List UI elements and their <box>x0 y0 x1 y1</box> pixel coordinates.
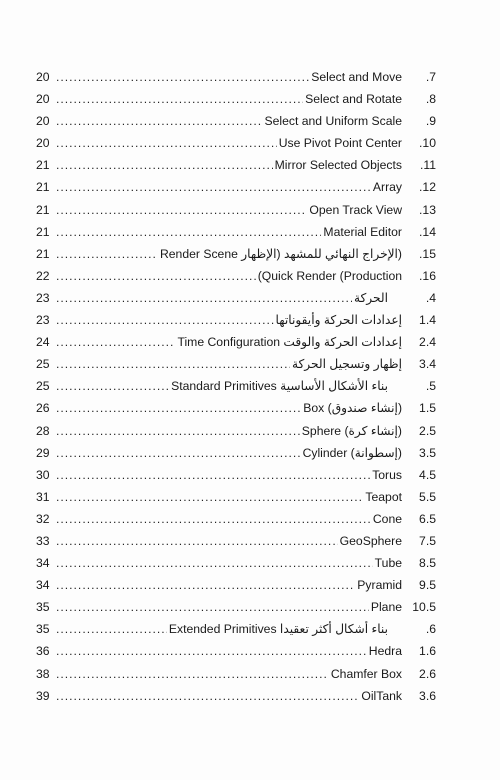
toc-section-number: .9 <box>425 114 436 129</box>
toc-entry <box>36 176 436 198</box>
toc-leader-dots <box>56 243 158 265</box>
toc-entry <box>36 199 436 221</box>
toc-entry-title: Pyramid <box>357 578 402 593</box>
toc-leader-dots <box>56 420 300 442</box>
toc-entry-title: OilTank <box>361 688 402 703</box>
toc-entry <box>36 375 436 397</box>
toc-leader-dots <box>56 640 367 662</box>
toc-leader-dots <box>56 574 355 596</box>
toc-page-number: 21 <box>36 246 50 261</box>
toc-leader-dots <box>56 596 369 618</box>
toc-entry <box>36 287 436 309</box>
toc-entry-title: Hedra <box>368 644 402 659</box>
toc-entry-title: بناء الأشكال الأساسية Standard Primitives <box>171 379 388 394</box>
toc-entry <box>36 685 436 707</box>
toc-entry-title: (Quick Render (Production <box>257 268 402 283</box>
toc-leader-dots <box>56 66 309 88</box>
toc-leader-dots <box>56 88 303 110</box>
toc-section-number: 8.5 <box>419 556 436 571</box>
toc-page-number: 32 <box>36 511 50 526</box>
toc-section-number: .13 <box>419 202 436 217</box>
toc-entry <box>36 640 436 662</box>
toc-page-number: 25 <box>36 357 50 372</box>
toc-leader-dots <box>56 331 175 353</box>
toc-leader-dots <box>56 618 167 640</box>
toc-entry-title: GeoSphere <box>339 533 402 548</box>
toc-page-number: 21 <box>36 158 50 173</box>
toc-leader-dots <box>56 199 307 221</box>
toc-section-number: 7.5 <box>419 533 436 548</box>
toc-page-number: 26 <box>36 401 50 416</box>
toc-page-number: 30 <box>36 467 50 482</box>
toc-leader-dots <box>56 132 277 154</box>
toc-entry <box>36 88 436 110</box>
toc-page-number: 22 <box>36 268 50 283</box>
toc-entry <box>36 552 436 574</box>
toc-entry <box>36 353 436 375</box>
toc-entry-title: بناء أشكال أكثر تعقيدا Extended Primitives <box>168 622 388 637</box>
toc-entry-title: Select and Rotate <box>305 92 402 107</box>
toc-page-number: 20 <box>36 92 50 107</box>
toc-page-number: 21 <box>36 180 50 195</box>
toc-page-number: 29 <box>36 445 50 460</box>
toc-section-number: 2.4 <box>419 335 436 350</box>
toc-section-number: .14 <box>419 224 436 239</box>
toc-leader-dots <box>56 375 169 397</box>
toc-page-number: 20 <box>36 136 50 151</box>
toc-entry <box>36 618 436 640</box>
toc-leader-dots <box>56 265 256 287</box>
toc-entry <box>36 574 436 596</box>
toc-entry <box>36 154 436 176</box>
toc-section-number: .4 <box>425 290 436 305</box>
toc-entry <box>36 110 436 132</box>
toc-leader-dots <box>56 221 321 243</box>
toc-section-number: .5 <box>425 379 436 394</box>
toc-entry-title: Torus <box>372 467 402 482</box>
toc-leader-dots <box>56 685 359 707</box>
toc-entry-title: Mirror Selected Objects <box>274 158 402 173</box>
toc-section-number: .16 <box>419 268 436 283</box>
toc-leader-dots <box>56 287 352 309</box>
toc-entry <box>36 663 436 685</box>
toc-entry <box>36 486 436 508</box>
toc-entry <box>36 508 436 530</box>
toc-page-number: 34 <box>36 578 50 593</box>
toc-entry-title: الحركة <box>353 290 388 305</box>
toc-page-number: 35 <box>36 600 50 615</box>
toc-entry <box>36 132 436 154</box>
toc-entry-title: (إسطوانة) Cylinder <box>302 445 402 460</box>
toc-entry <box>36 265 436 287</box>
toc-entry-title: Chamfer Box <box>330 666 402 681</box>
toc-leader-dots <box>56 508 371 530</box>
toc-page-number: 34 <box>36 556 50 571</box>
toc-entry-title: Open Track View <box>309 202 402 217</box>
toc-entry <box>36 331 436 353</box>
toc-entry-title: Cone <box>372 511 402 526</box>
toc-section-number: .8 <box>425 92 436 107</box>
toc-entry <box>36 464 436 486</box>
toc-entry-title: إعدادات الحركة وأيقوناتها <box>275 313 402 328</box>
toc-section-number: 3.4 <box>419 357 436 372</box>
toc-entry-title: Select and Uniform Scale <box>264 114 402 129</box>
toc-entry-title: (إنشاء كرة) Sphere <box>301 423 402 438</box>
toc-page-number: 35 <box>36 622 50 637</box>
toc-entry <box>36 530 436 552</box>
toc-entry <box>36 66 436 88</box>
toc-page-number: 21 <box>36 202 50 217</box>
toc-entry <box>36 596 436 618</box>
toc-entry-title: Plane <box>370 600 402 615</box>
toc-section-number: .15 <box>419 246 436 261</box>
toc-entry <box>36 420 436 442</box>
toc-section-number: 3.6 <box>419 688 436 703</box>
toc-section-number: .12 <box>419 180 436 195</box>
toc-page-number: 24 <box>36 335 50 350</box>
toc-section-number: 1.5 <box>419 401 436 416</box>
toc-section-number: 2.5 <box>419 423 436 438</box>
toc-leader-dots <box>56 176 371 198</box>
toc-section-number: .11 <box>419 158 436 173</box>
toc-entry-title: Select and Move <box>311 70 402 84</box>
toc-entry-title: Tube <box>374 556 402 571</box>
toc-leader-dots <box>56 530 338 552</box>
table-of-contents <box>36 66 436 707</box>
toc-section-number: 3.5 <box>419 445 436 460</box>
toc-section-number: 2.6 <box>419 666 436 681</box>
toc-section-number: 10.5 <box>412 600 436 615</box>
toc-entry <box>36 243 436 265</box>
toc-entry-title: (إنشاء صندوق) Box <box>303 401 402 416</box>
toc-leader-dots <box>56 552 373 574</box>
toc-entry-title: Teapot <box>365 489 402 504</box>
toc-entry-title: إظهار وتسجيل الحركة <box>291 357 402 372</box>
toc-entry <box>36 397 436 419</box>
toc-page-number: 25 <box>36 379 50 394</box>
toc-leader-dots <box>56 397 301 419</box>
toc-entry-title: Array <box>372 180 402 195</box>
toc-page-number: 20 <box>36 70 50 84</box>
toc-page-number: 33 <box>36 533 50 548</box>
toc-entry <box>36 309 436 331</box>
toc-page-number: 28 <box>36 423 50 438</box>
toc-entry-title: Material Editor <box>323 224 402 239</box>
toc-page-number: 36 <box>36 644 50 659</box>
toc-entry-title: إعدادات الحركة والوقت Time Configuration <box>177 335 402 350</box>
toc-page-number: 38 <box>36 666 50 681</box>
toc-entry-title: (الإخراج النهائي للمشهد (الإظهار Render Scene <box>159 246 402 261</box>
toc-leader-dots <box>56 663 329 685</box>
toc-page-number: 23 <box>36 290 50 305</box>
toc-page-number: 23 <box>36 313 50 328</box>
toc-section-number: .10 <box>419 136 436 151</box>
toc-section-number: 1.6 <box>419 644 436 659</box>
toc-leader-dots <box>56 442 301 464</box>
toc-leader-dots <box>56 110 262 132</box>
toc-section-number: 6.5 <box>419 511 436 526</box>
toc-section-number: 9.5 <box>419 578 436 593</box>
toc-section-number: .7 <box>425 70 436 84</box>
toc-entry <box>36 221 436 243</box>
toc-page-number: 21 <box>36 224 50 239</box>
toc-page-number: 20 <box>36 114 50 129</box>
toc-section-number: .6 <box>425 622 436 637</box>
toc-leader-dots <box>56 486 363 508</box>
toc-page-number: 39 <box>36 688 50 703</box>
toc-section-number: 1.4 <box>419 313 436 328</box>
toc-leader-dots <box>56 353 290 375</box>
toc-section-number: 4.5 <box>419 467 436 482</box>
toc-entry-title: Use Pivot Point Center <box>278 136 402 151</box>
toc-section-number: 5.5 <box>419 489 436 504</box>
toc-leader-dots <box>56 154 273 176</box>
toc-page-number: 31 <box>36 489 50 504</box>
toc-leader-dots <box>56 464 370 486</box>
toc-entry <box>36 442 436 464</box>
toc-leader-dots <box>56 309 274 331</box>
